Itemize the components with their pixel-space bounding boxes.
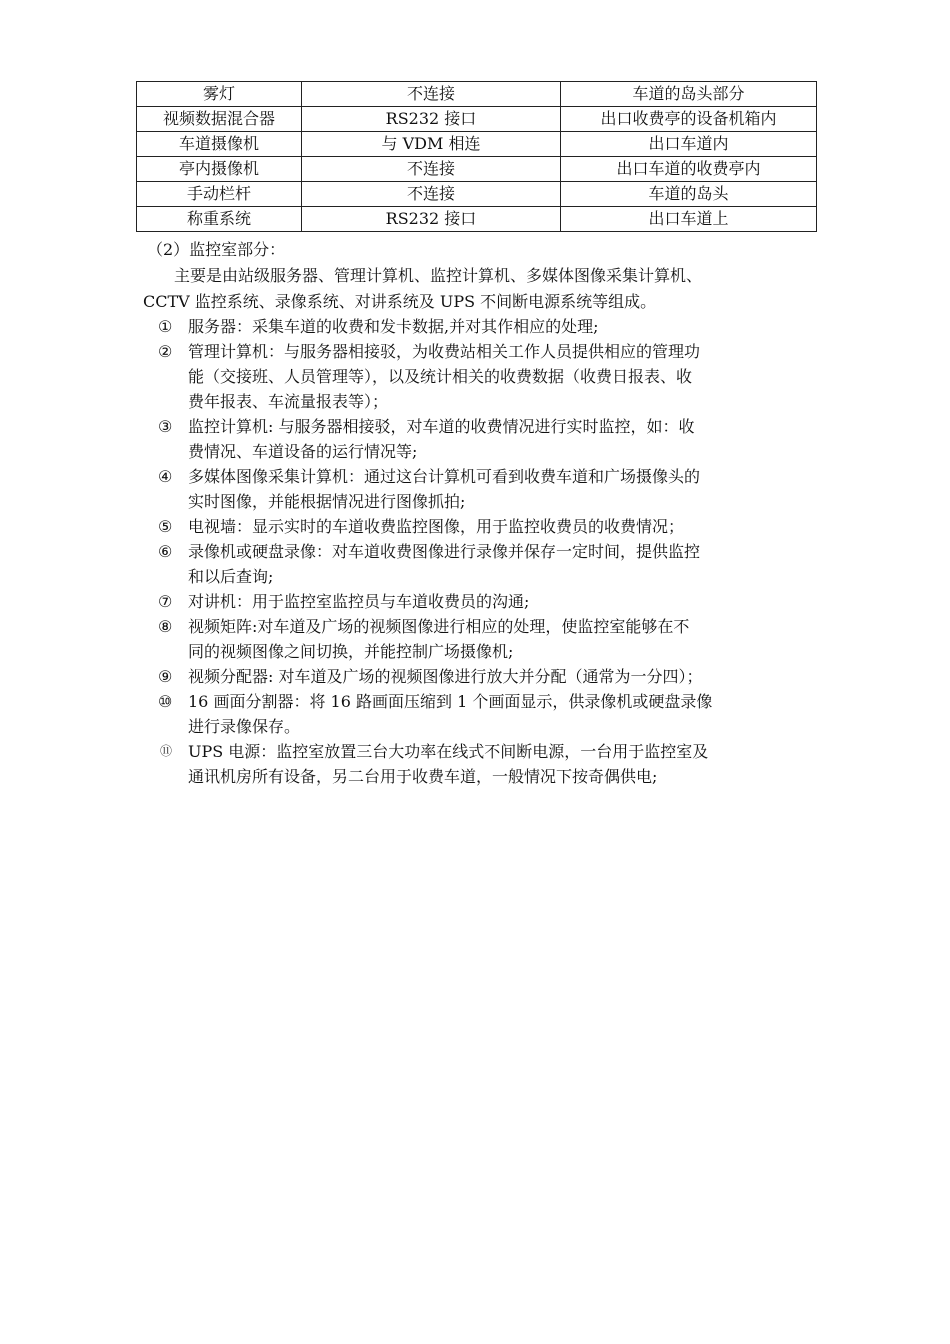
item-text-line: 实时图像，并能根据情况进行图像抓拍; <box>188 492 466 511</box>
item-number: ② <box>158 342 173 361</box>
item-text-line: 多媒体图像采集计算机：通过这台计算机可看到收费车道和广场摄像头的 <box>188 467 701 486</box>
section-heading: （2）监控室部分： <box>147 240 286 259</box>
item-number: ④ <box>158 467 173 486</box>
intro-line: 主要是由站级服务器、管理计算机、监控计算机、多媒体图像采集计算机、 <box>174 266 703 285</box>
list-item <box>158 589 828 614</box>
list-item <box>158 689 828 739</box>
location-cell: 出口车道内 <box>561 132 817 157</box>
item-number: ⑪ <box>160 744 173 758</box>
item-text-line: 电视墙：显示实时的车道收费监控图像，用于监控收费员的收费情况； <box>188 517 685 536</box>
item-text-line: 管理计算机：与服务器相接驳，为收费站相关工作人员提供相应的管理功 <box>188 342 701 361</box>
item-number: ⑨ <box>158 667 173 686</box>
item-text-line: 和以后查询; <box>188 567 274 586</box>
item-text-line: 视频分配器: 对车道及广场的视频图像进行放大并分配（通常为一分四）； <box>188 667 703 686</box>
item-number: ⑤ <box>158 517 173 536</box>
item-text-line: 费情况、车道设备的运行情况等; <box>188 442 418 461</box>
intro-line: CCTV 监控系统、录像系统、对讲系统及 UPS 不间断电源系统等组成。 <box>143 292 657 311</box>
item-text-line: 录像机或硬盘录像：对车道收费图像进行录像并保存一定时间，提供监控 <box>188 542 701 561</box>
item-text-line: 费年报表、车流量报表等）； <box>188 392 389 411</box>
item-text-line: 视频矩阵:对车道及广场的视频图像进行相应的处理，使监控室能够在不 <box>188 617 690 636</box>
item-number: ① <box>158 317 173 336</box>
connection-cell: RS232 接口 <box>302 107 561 132</box>
device-name-cell: 手动栏杆 <box>137 182 302 207</box>
equipment-table <box>136 81 817 232</box>
list-item <box>158 739 828 789</box>
location-cell: 出口车道上 <box>561 207 817 232</box>
item-text-line: UPS 电源：监控室放置三台大功率在线式不间断电源，一台用于监控室及 <box>188 742 709 761</box>
device-name-cell: 车道摄像机 <box>137 132 302 157</box>
device-name-cell: 视频数据混合器 <box>137 107 302 132</box>
location-cell: 出口车道的收费亭内 <box>561 157 817 182</box>
connection-cell: 不连接 <box>302 182 561 207</box>
list-item <box>158 614 828 664</box>
list-item <box>158 339 828 414</box>
item-number: ⑦ <box>158 592 173 611</box>
item-number: ⑥ <box>158 542 173 561</box>
list-item <box>158 664 828 689</box>
device-name-cell: 雾灯 <box>137 82 302 107</box>
item-text-line: 进行录像保存。 <box>188 717 301 736</box>
item-text-line: 16 画面分割器：将 16 路画面压缩到 1 个画面显示，供录像机或硬盘录像 <box>188 692 713 711</box>
table-row <box>137 132 817 157</box>
item-text-line: 能（交接班、人员管理等），以及统计相关的收费数据（收费日报表、收 <box>188 367 693 386</box>
connection-cell: RS232 接口 <box>302 207 561 232</box>
table-row <box>137 107 817 132</box>
item-text-line: 对讲机：用于监控室监控员与车道收费员的沟通; <box>188 592 530 611</box>
item-text-line: 服务器：采集车道的收费和发卡数据,并对其作相应的处理; <box>188 317 599 336</box>
location-cell: 车道的岛头部分 <box>561 82 817 107</box>
list-item <box>158 514 828 539</box>
list-item <box>158 414 828 464</box>
component-list <box>158 314 828 789</box>
device-name-cell: 亭内摄像机 <box>137 157 302 182</box>
table-row <box>137 157 817 182</box>
table-row <box>137 182 817 207</box>
item-text-line: 监控计算机: 与服务器相接驳，对车道的收费情况进行实时监控，如：收 <box>188 417 695 436</box>
connection-cell: 与 VDM 相连 <box>302 132 561 157</box>
table-row <box>137 207 817 232</box>
table-row <box>137 82 817 107</box>
intro-paragraph <box>143 263 823 315</box>
location-cell: 车道的岛头 <box>561 182 817 207</box>
list-item <box>158 539 828 589</box>
item-number: ③ <box>158 417 173 436</box>
item-text-line: 同的视频图像之间切换，并能控制广场摄像机; <box>188 642 514 661</box>
list-item <box>158 464 828 514</box>
item-text-line: 通讯机房所有设备，另二台用于收费车道，一般情况下按奇偶供电; <box>188 767 658 786</box>
list-item <box>158 314 828 339</box>
connection-cell: 不连接 <box>302 157 561 182</box>
device-name-cell: 称重系统 <box>137 207 302 232</box>
item-number: ⑩ <box>158 692 173 711</box>
location-cell: 出口收费亭的设备机箱内 <box>561 107 817 132</box>
item-number: ⑧ <box>158 617 173 636</box>
connection-cell: 不连接 <box>302 82 561 107</box>
